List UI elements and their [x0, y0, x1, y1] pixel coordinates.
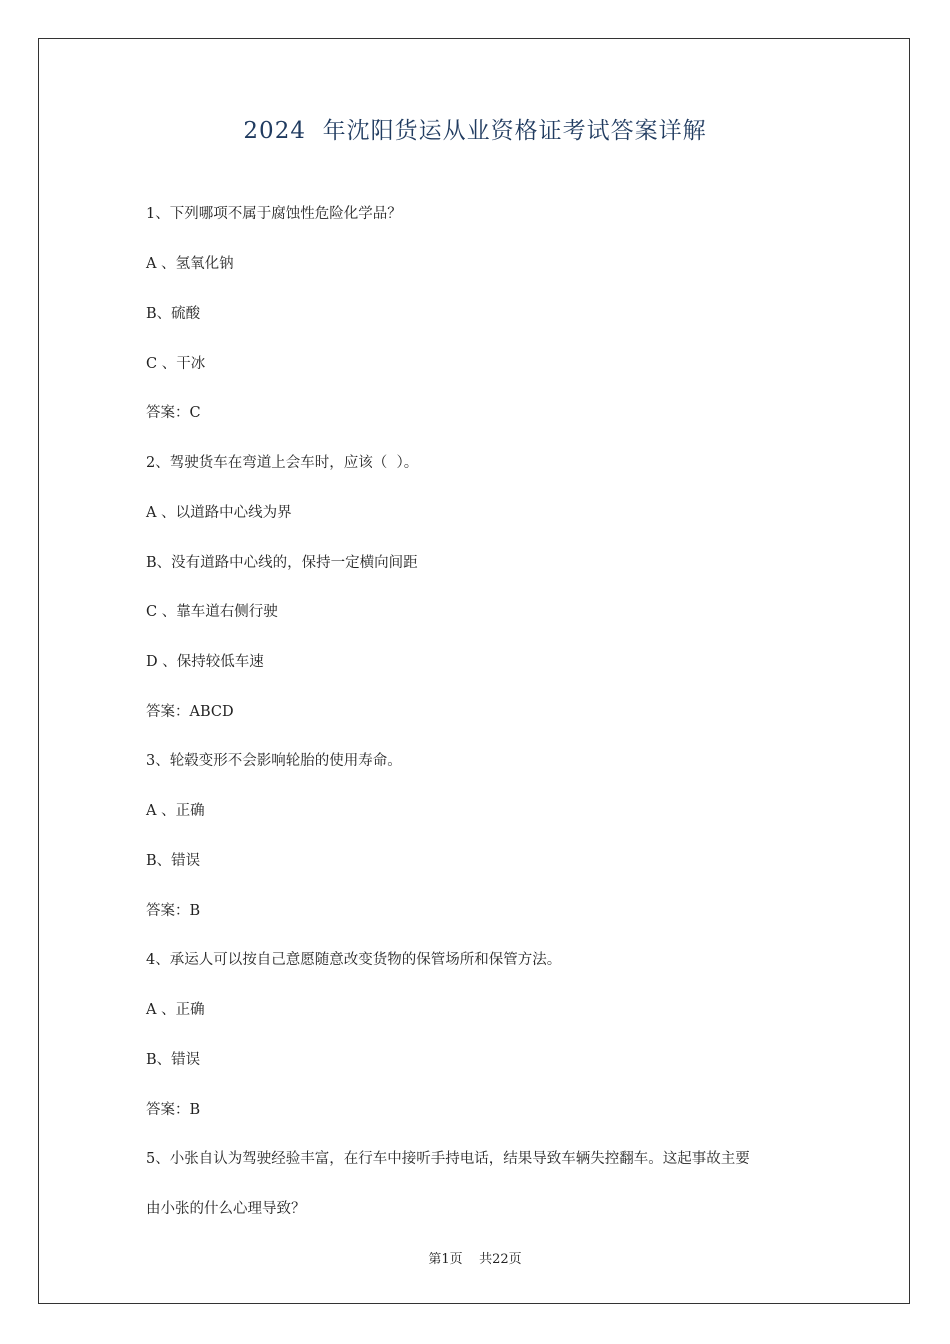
question-2-option-d: D 、保持较低车速 [146, 654, 264, 670]
question-1-option-b: B、硫酸 [146, 306, 201, 322]
question-2: 2、驾驶货车在弯道上会车时，应该（ ）。 [146, 455, 419, 471]
question-2-option-c: C 、靠车道右侧行驶 [146, 604, 278, 620]
question-4-option-b: B、错误 [146, 1052, 201, 1068]
document-title: 2024 年沈阳货运从业资格证考试答案详解 [243, 118, 707, 144]
page-footer: 第1页 共22页 [428, 1252, 522, 1267]
question-3-option-b: B、错误 [146, 853, 201, 869]
question-2-option-b: B、没有道路中心线的，保持一定横向间距 [146, 555, 418, 571]
question-5-continued: 由小张的什么心理导致？ [146, 1201, 306, 1217]
question-1-answer: 答案：C [146, 405, 201, 421]
question-2-option-a: A 、以道路中心线为界 [146, 505, 292, 521]
question-1-option-a: A 、氢氧化钠 [146, 256, 234, 272]
question-4-option-a: A 、正确 [146, 1002, 205, 1018]
question-4: 4、承运人可以按自己意愿随意改变货物的保管场所和保管方法。 [146, 952, 562, 968]
question-3-answer: 答案：B [146, 903, 201, 919]
question-1: 1、下列哪项不属于腐蚀性危险化学品？ [146, 206, 402, 222]
question-2-answer: 答案：ABCD [146, 704, 234, 720]
question-5: 5、小张自认为驾驶经验丰富，在行车中接听手持电话，结果导致车辆失控翻车。这起事故主要 [146, 1151, 750, 1167]
question-3-option-a: A 、正确 [146, 803, 205, 819]
question-1-option-c: C 、干冰 [146, 356, 206, 372]
question-4-answer: 答案：B [146, 1102, 201, 1118]
question-3: 3、轮毂变形不会影响轮胎的使用寿命。 [146, 753, 402, 769]
